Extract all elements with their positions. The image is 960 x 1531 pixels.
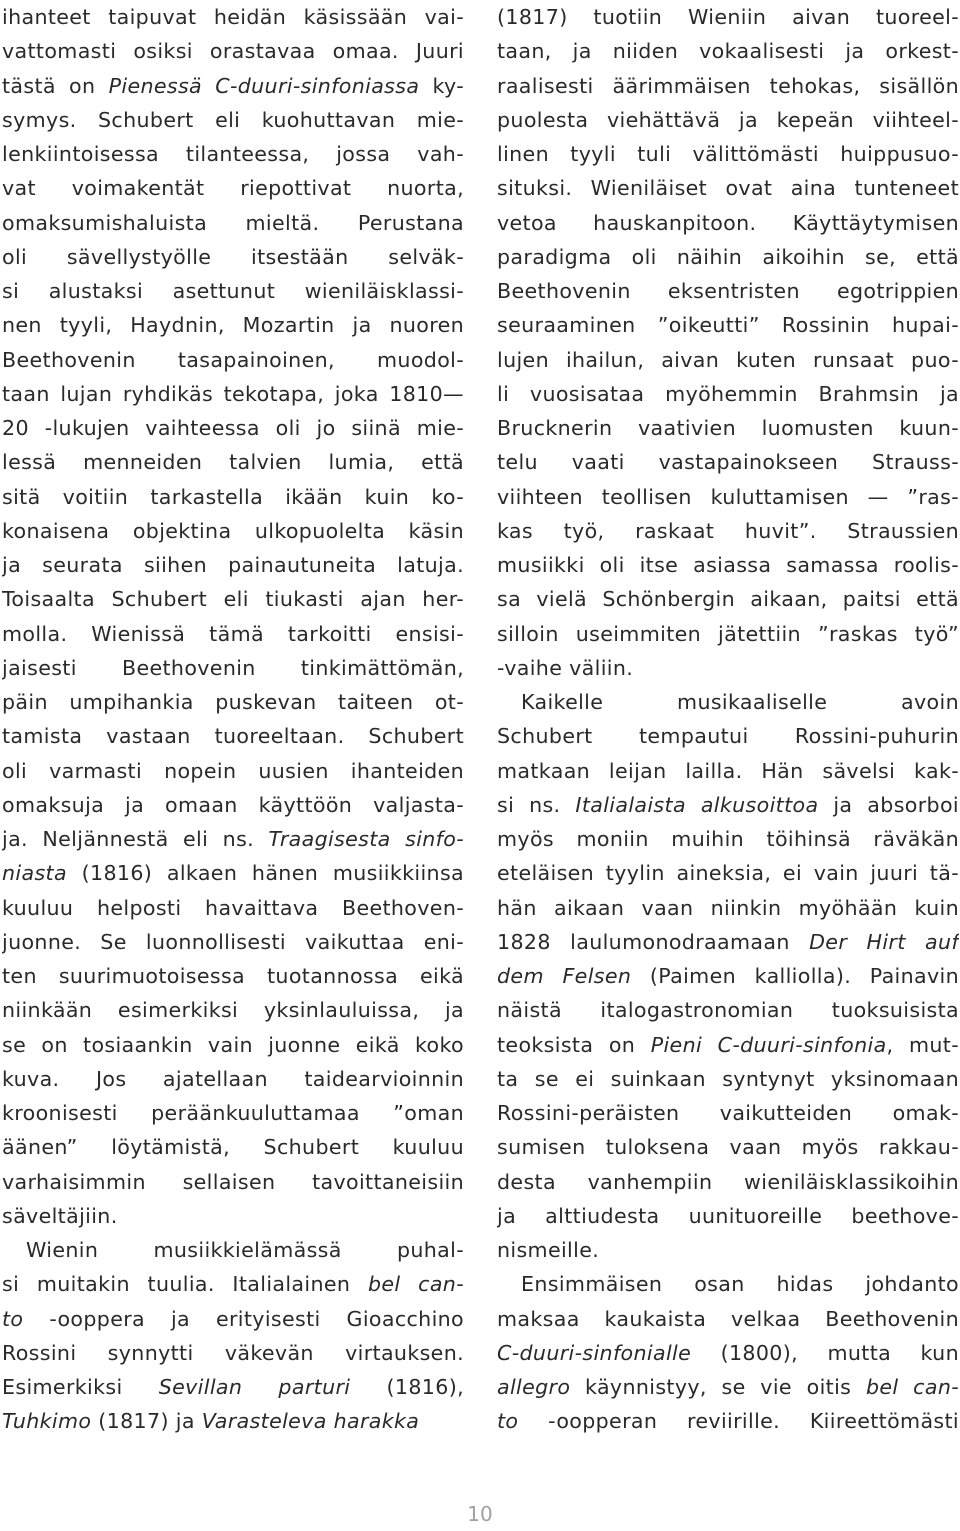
- italic-title: C-duuri-sinfonialle: [497, 1340, 692, 1365]
- text-line: [2, 1233, 464, 1267]
- italic-title: bel can-: [367, 1272, 464, 1297]
- text-line: [2, 308, 464, 342]
- italic-title: Pieni C-duuri-sinfonia: [650, 1032, 887, 1057]
- text-segment: desta vanhempiin wieniläisklassikoihin: [497, 1169, 959, 1194]
- text-line: [497, 1267, 959, 1301]
- text-line: [2, 274, 464, 308]
- text-segment: juonne. Se luonnollisesti vaikuttaa eni-: [2, 929, 464, 954]
- left-column: [2, 0, 464, 1439]
- text-line: [2, 1370, 464, 1404]
- text-segment: vetoa hauskanpitoon. Käyttäytymisen: [497, 210, 959, 235]
- text-line: [2, 1302, 464, 1336]
- text-segment: omaksuja ja omaan käyttöön valjasta-: [2, 792, 464, 817]
- text-segment: ky-: [419, 73, 464, 98]
- text-line: [2, 993, 464, 1027]
- text-line: [2, 582, 464, 616]
- text-line: [497, 206, 959, 240]
- text-line: [497, 1028, 959, 1062]
- text-line: [497, 959, 959, 993]
- text-segment: näistä italogastronomian tuoksuisista: [497, 998, 959, 1023]
- italic-title: Pienessä C-duuri-sinfoniassa: [108, 73, 420, 98]
- text-segment: Rossini synnytti väkevän virtauksen.: [2, 1340, 464, 1365]
- text-line: [2, 1165, 464, 1199]
- text-segment: musiikki oli itse asiassa samassa roolis-: [497, 553, 959, 577]
- text-segment: ta se ei suinkaan syntynyt yksinomaan: [497, 1066, 959, 1091]
- text-segment: kroonisesti peräänkuuluttamaa ”oman: [2, 1101, 464, 1125]
- text-segment: raalisesti äärimmäisen tehokas, sisällön: [497, 73, 959, 98]
- text-line: [2, 69, 464, 103]
- text-line: [497, 514, 959, 548]
- text-segment: käynnistyy, se vie oitis: [570, 1375, 866, 1399]
- text-segment: niinkään esimerkiksi yksinlauluissa, ja: [2, 998, 464, 1023]
- text-line: [2, 514, 464, 548]
- text-line: [2, 925, 464, 959]
- text-line: [497, 1062, 959, 1096]
- text-line: [2, 1336, 464, 1370]
- text-line: [497, 1165, 959, 1199]
- text-segment: oli varmasti nopein uusien ihanteiden: [2, 758, 464, 783]
- text-segment: teoksista on: [497, 1032, 651, 1057]
- text-line: [497, 822, 959, 856]
- text-line: [497, 993, 959, 1027]
- text-line: [2, 1130, 464, 1164]
- italic-title: Italialaista alkusoittoa: [575, 792, 819, 817]
- text-segment: situksi. Wieniläiset ovat aina tunteneet: [497, 176, 959, 201]
- text-line: [497, 445, 959, 479]
- text-segment: Toisaalta Schubert eli tiukasti ajan her-: [2, 587, 464, 612]
- italic-title: to: [2, 1306, 24, 1331]
- text-segment: ja alttiudesta uunituoreille beethove-: [497, 1203, 959, 1228]
- text-line: [2, 137, 464, 171]
- text-segment: (1817) tuotiin Wieniin aivan tuoreel-: [497, 5, 959, 29]
- text-line: [2, 103, 464, 137]
- text-line: [497, 240, 959, 274]
- text-segment: nismeille.: [497, 1238, 600, 1262]
- text-line: [2, 411, 464, 445]
- text-segment: Kaikelle musikaaliselle avoin: [521, 690, 959, 714]
- text-segment: symys. Schubert eli kuohuttavan mie-: [2, 107, 464, 132]
- text-line: [497, 1404, 959, 1438]
- italic-title: niasta: [2, 861, 67, 886]
- text-line: [497, 1302, 959, 1336]
- text-segment: lenkiintoisessa tilanteessa, jossa vah-: [2, 142, 464, 166]
- text-segment: Brucknerin vaativien luomusten kuun-: [497, 416, 959, 440]
- text-segment: li vuosisataa myöhemmin Brahmsin ja: [497, 381, 959, 406]
- italic-title: allegro: [497, 1375, 571, 1399]
- text-line: [497, 411, 959, 445]
- text-segment: säveltäjiin.: [2, 1203, 118, 1228]
- italic-title: Tuhkimo: [2, 1409, 92, 1434]
- text-segment: -oopperan reviirille. Kiireettömästi: [518, 1409, 959, 1434]
- text-line: [2, 719, 464, 753]
- text-line: [497, 719, 959, 753]
- text-segment: paradigma oli näihin aikoihin se, että: [497, 244, 959, 269]
- text-line: [2, 206, 464, 240]
- text-segment: (1800), mutta kun: [691, 1340, 959, 1365]
- text-segment: -vaihe väliin.: [497, 655, 634, 680]
- text-line: [497, 1336, 959, 1370]
- text-line: [497, 480, 959, 514]
- italic-title: bel can-: [865, 1375, 959, 1399]
- text-line: [2, 822, 464, 856]
- text-line: [2, 959, 464, 993]
- text-segment: kuuluu helposti havaittava Beethoven-: [2, 895, 464, 920]
- text-line: [2, 617, 464, 651]
- text-segment: oli sävellystyölle itsestään selväk-: [2, 244, 464, 269]
- italic-title: Traagisesta sinfo-: [268, 827, 464, 851]
- text-segment: se on tosiaankin vain juonne eikä koko: [2, 1032, 464, 1057]
- text-line: [497, 103, 959, 137]
- text-segment: (1816) alkaen hänen musiikkiinsa: [66, 861, 464, 886]
- text-line: [2, 445, 464, 479]
- italic-title: Sevillan parturi: [158, 1375, 351, 1399]
- text-segment: linen tyyli tuli välittömästi huippusuo-: [497, 142, 959, 166]
- text-segment: varhaisimmin sellaisen tavoittaneisiin: [2, 1169, 464, 1194]
- text-segment: tästä on: [2, 73, 109, 98]
- text-line: [2, 1199, 464, 1233]
- text-segment: taan lujan ryhdikäs tekotapa, joka 1810—: [2, 381, 464, 406]
- text-segment: si alustaksi asettunut wieniläisklassi-: [2, 279, 464, 303]
- page-number: 10: [467, 1502, 493, 1526]
- text-segment: kuva. Jos ajatellaan taidearvioinnin: [2, 1066, 464, 1091]
- text-line: [497, 651, 959, 685]
- text-segment: konaisena objektina ulkopuolelta käsin: [2, 518, 464, 543]
- text-segment: vattomasti osiksi orastavaa omaa. Juuri: [2, 39, 464, 64]
- text-segment: Schubert tempautui Rossini-puhurin: [497, 724, 959, 749]
- text-segment: (1816),: [350, 1375, 464, 1399]
- text-line: [497, 69, 959, 103]
- text-segment: hän aikaan vaan niinkin myöhään kuin: [497, 895, 959, 920]
- text-line: [2, 548, 464, 582]
- text-segment: -ooppera ja erityisesti Gioacchino: [23, 1306, 464, 1331]
- text-segment: myös moniin muihin töihinsä räväkän: [497, 827, 959, 851]
- text-line: [497, 925, 959, 959]
- text-segment: Esimerkiksi: [2, 1375, 159, 1399]
- text-segment: si muitakin tuulia. Italialainen: [2, 1272, 368, 1297]
- text-segment: viihteen teollisen kuluttamisen — ”ras-: [497, 484, 959, 509]
- text-line: [497, 1370, 959, 1404]
- text-segment: matkaan leijan lailla. Hän sävelsi kak-: [497, 758, 959, 783]
- text-line: [2, 651, 464, 685]
- text-segment: päin umpihankia puskevan taiteen ot-: [2, 690, 464, 714]
- text-segment: nen tyyli, Haydnin, Mozartin ja nuoren: [2, 313, 464, 338]
- text-segment: kas työ, raskaat huvit”. Straussien: [497, 518, 959, 543]
- text-line: [2, 0, 464, 34]
- text-line: [497, 343, 959, 377]
- text-segment: Beethovenin tasapainoinen, muodol-: [2, 347, 464, 372]
- text-line: [2, 171, 464, 205]
- text-segment: (Paimen kalliolla). Painavin: [631, 964, 959, 988]
- text-line: [497, 308, 959, 342]
- text-line: [2, 343, 464, 377]
- text-segment: sumisen tuloksena vaan myös rakkau-: [497, 1135, 959, 1160]
- text-line: [497, 0, 959, 34]
- text-segment: molla. Wienissä tämä tarkoitti ensisi-: [2, 621, 464, 646]
- text-segment: eteläisen tyylin aineksia, ei vain juuri tä-: [497, 861, 959, 886]
- text-segment: maksaa kaukaista velkaa Beethovenin: [497, 1306, 959, 1331]
- italic-title: to: [497, 1409, 519, 1434]
- text-line: [2, 1062, 464, 1096]
- text-line: [497, 617, 959, 651]
- text-segment: sitä voitiin tarkastella ikään kuin ko-: [2, 484, 464, 509]
- text-segment: tamista vastaan tuoreeltaan. Schubert: [2, 724, 464, 749]
- text-line: [497, 1096, 959, 1130]
- text-segment: Ensimmäisen osan hidas johdanto: [521, 1272, 959, 1297]
- text-line: [497, 788, 959, 822]
- right-column: [497, 0, 959, 1439]
- text-segment: seuraaminen ”oikeutti” Rossinin hupai-: [497, 313, 959, 338]
- text-segment: Rossini-peräisten vaikutteiden omak-: [497, 1101, 959, 1125]
- text-line: [2, 788, 464, 822]
- italic-title: Der Hirt auf: [809, 929, 959, 954]
- text-segment: telu vaati vastapainokseen Strauss-: [497, 450, 959, 475]
- italic-title: dem Felsen: [497, 964, 632, 988]
- italic-title: Varasteleva harakka: [201, 1409, 420, 1434]
- text-line: [497, 1199, 959, 1233]
- text-segment: lessä menneiden talvien lumia, että: [2, 450, 464, 475]
- text-line: [2, 891, 464, 925]
- text-line: [497, 171, 959, 205]
- text-line: [497, 377, 959, 411]
- text-line: [497, 34, 959, 68]
- text-line: [497, 685, 959, 719]
- text-line: [2, 240, 464, 274]
- text-line: [2, 1267, 464, 1301]
- text-segment: , mut-: [886, 1032, 959, 1057]
- text-line: [497, 891, 959, 925]
- text-line: [497, 582, 959, 616]
- text-segment: sa vielä Schönbergin aikaan, paitsi että: [497, 587, 959, 612]
- text-line: [2, 754, 464, 788]
- text-segment: jaisesti Beethovenin tinkimättömän,: [2, 655, 464, 680]
- text-segment: ja absorboi: [818, 792, 959, 817]
- text-line: [497, 137, 959, 171]
- text-line: [497, 1130, 959, 1164]
- text-segment: puolesta viehättävä ja kepeän viihteel-: [497, 107, 959, 132]
- text-segment: ja. Neljännestä eli ns.: [2, 827, 269, 851]
- text-line: [2, 34, 464, 68]
- text-line: [497, 548, 959, 582]
- text-segment: Wienin musiikkielämässä puhal-: [26, 1238, 464, 1262]
- text-line: [2, 685, 464, 719]
- text-line: [497, 1233, 959, 1267]
- text-line: [2, 480, 464, 514]
- text-line: [2, 856, 464, 890]
- text-line: [497, 274, 959, 308]
- text-segment: äänen” löytämistä, Schubert kuuluu: [2, 1135, 464, 1160]
- text-line: [2, 1404, 464, 1438]
- text-segment: omaksumishaluista mieltä. Perustana: [2, 210, 464, 235]
- text-line: [2, 1096, 464, 1130]
- text-segment: lujen ihailun, aivan kuten runsaat puo-: [497, 347, 959, 372]
- text-segment: 20 -lukujen vaihteessa oli jo siinä mie-: [2, 416, 464, 440]
- text-line: [2, 377, 464, 411]
- text-segment: ja seurata siihen painautuneita latuja.: [2, 553, 464, 577]
- text-segment: taan, ja niiden vokaalisesti ja orkest-: [497, 39, 959, 64]
- text-segment: silloin useimmiten jätettiin ”raskas työ”: [497, 621, 959, 646]
- text-line: [497, 856, 959, 890]
- text-segment: vat voimakentät riepottivat nuorta,: [2, 176, 464, 201]
- text-segment: ten suurimuotoisessa tuotannossa eikä: [2, 964, 464, 988]
- text-segment: (1817) ja: [91, 1409, 202, 1434]
- text-line: [2, 1028, 464, 1062]
- text-segment: si ns.: [497, 792, 576, 817]
- text-segment: 1828 laulumonodraamaan: [497, 929, 810, 954]
- text-segment: Beethovenin eksentristen egotrippien: [497, 279, 959, 303]
- text-segment: ihanteet taipuvat heidän käsissään vai-: [2, 5, 464, 29]
- text-line: [497, 754, 959, 788]
